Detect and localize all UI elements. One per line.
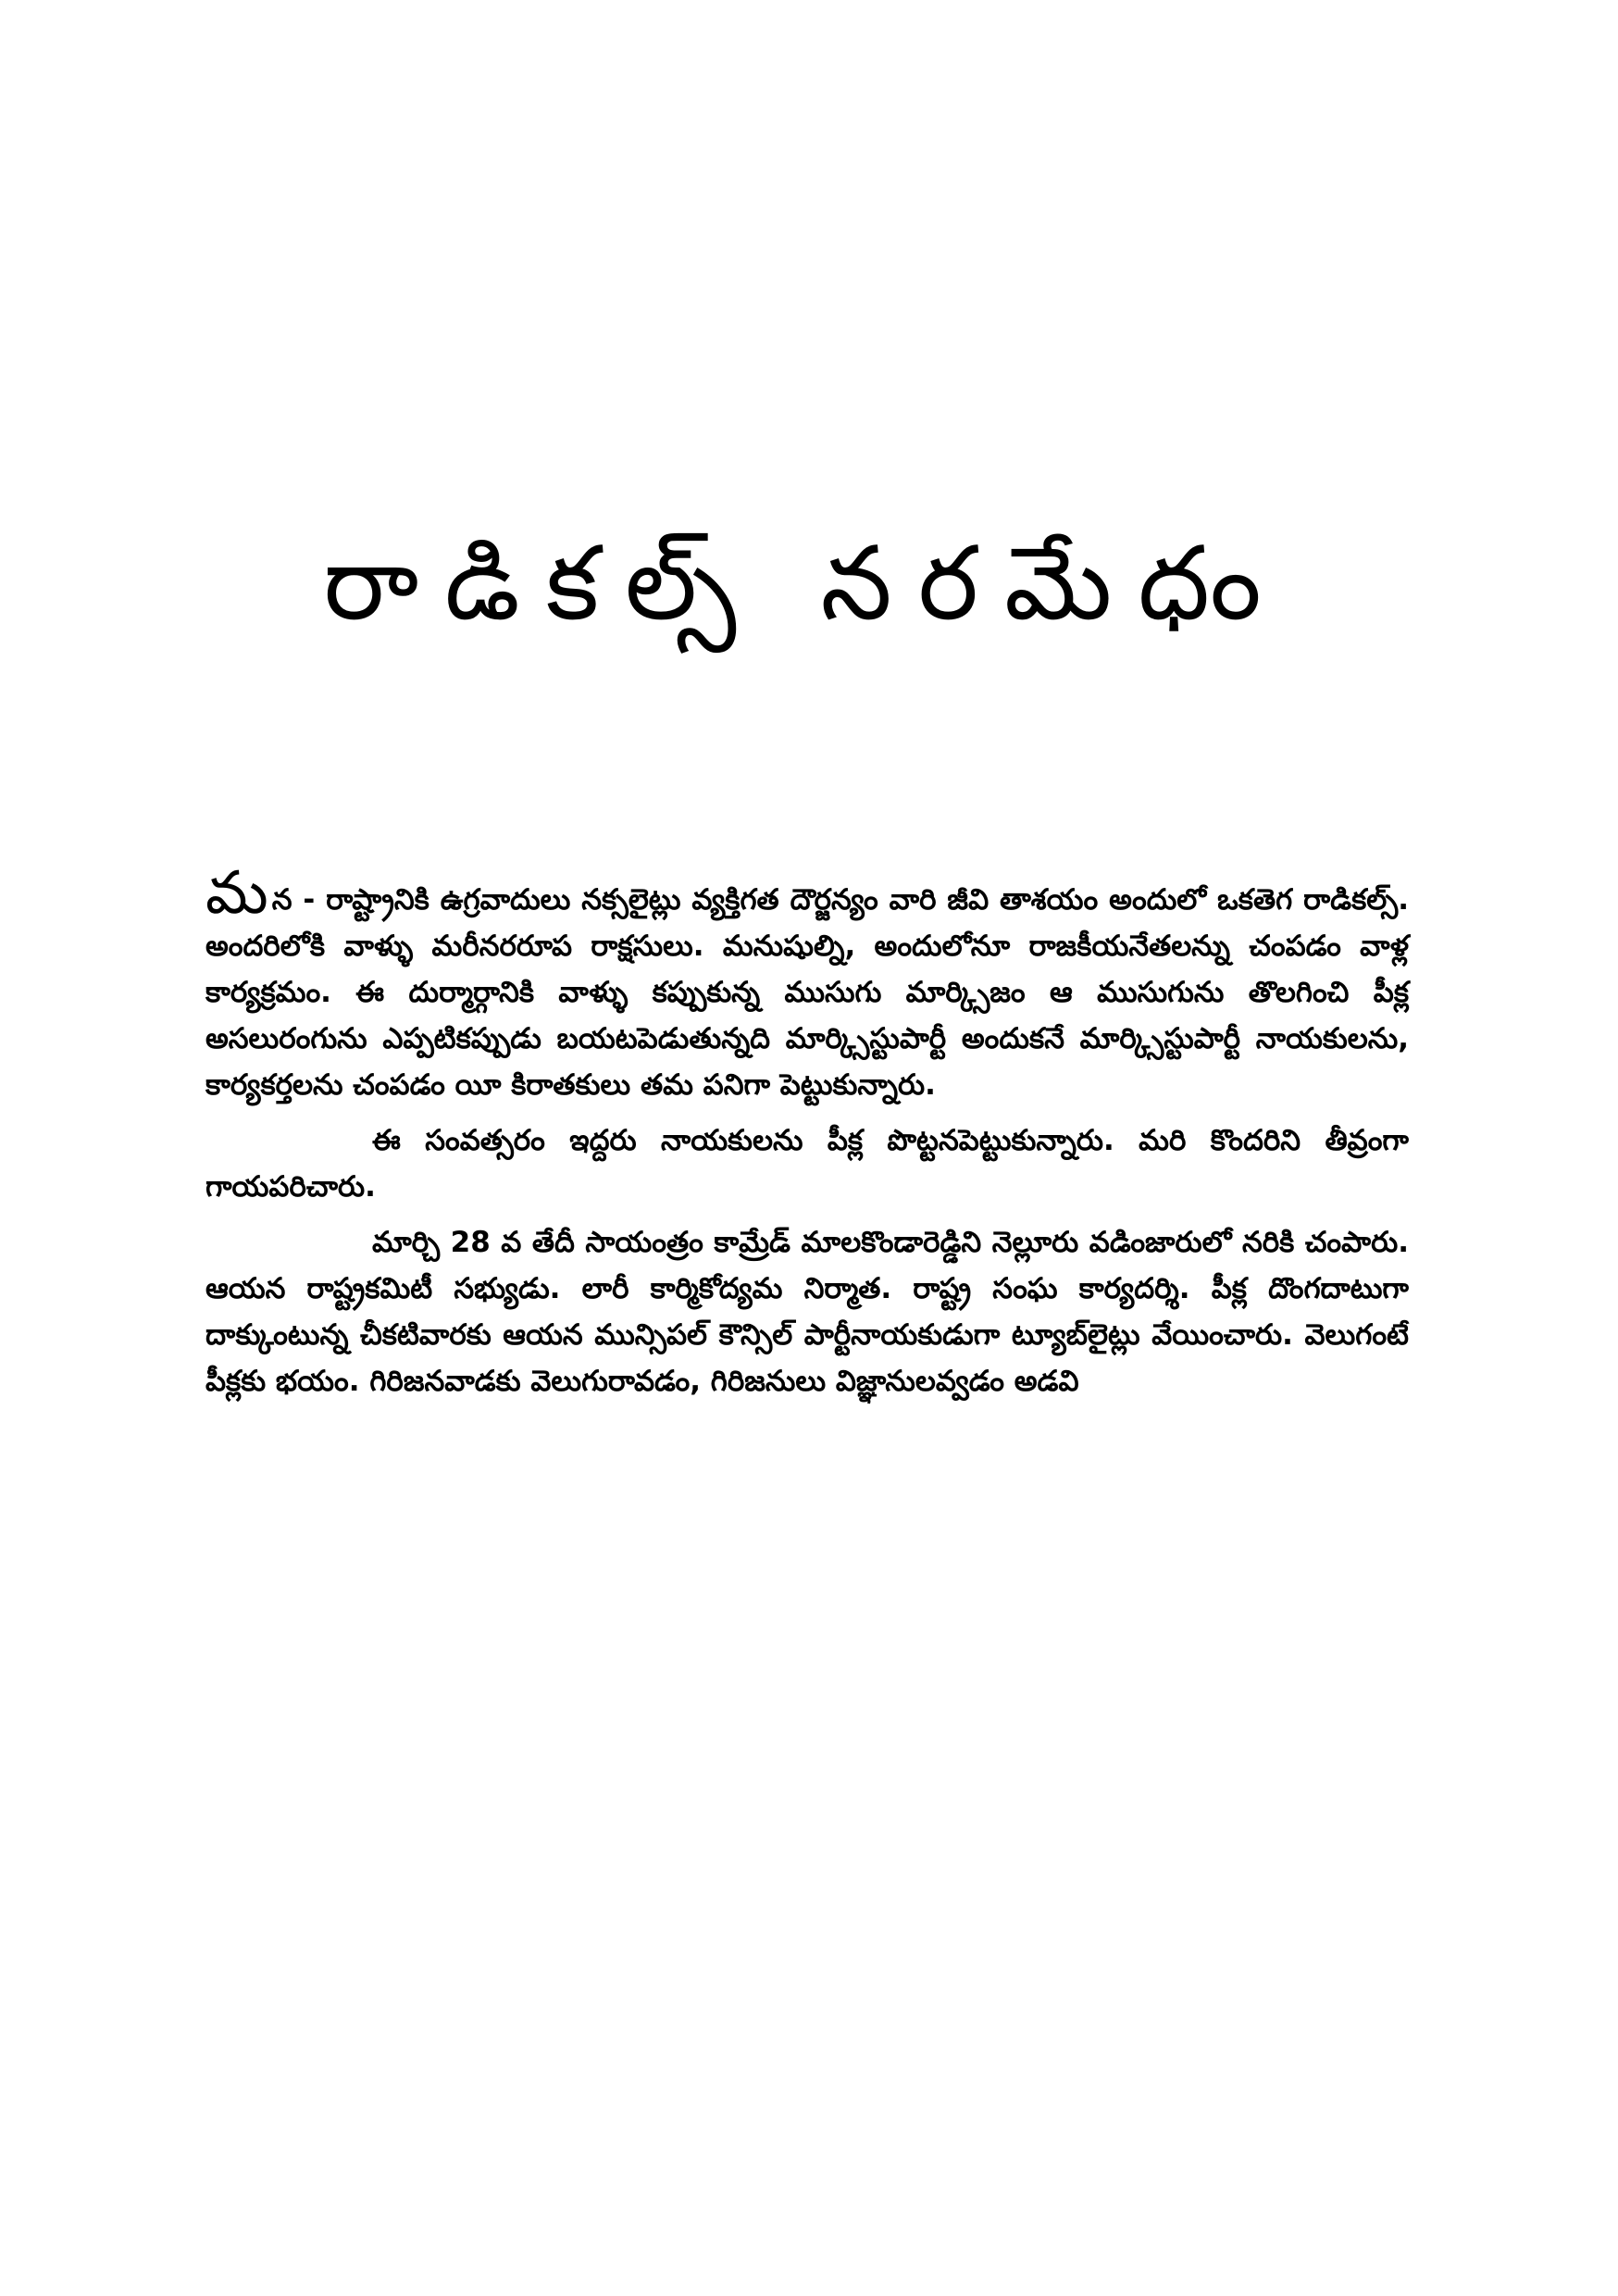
paragraph-2: ఈ సంవత్సరం ఇద్దరు నాయకులను పీక్ల పొట్టనపెట్టుకున్నారు. మరి కొందరిని తీవ్రంగా గాయపరిచారు. xyxy=(205,1124,1409,1204)
article-body xyxy=(205,859,1409,1410)
page-title: రాడికల్స్ నరమేధం xyxy=(323,524,1288,643)
paragraph-1 xyxy=(205,859,1409,1108)
drop-cap: మ xyxy=(205,859,268,928)
paragraph-3: మార్చి 28 వ తేదీ సాయంత్రం కామ్రేడ్ మాలకొండారెడ్డిని నెల్లూరు వడింజారులో నరికి చంపారు. ఆయన రాష్ట్రకమిటీ సభ్యుడు. లారీ కార్మికోద్యమ నిర్మాత. రాష్ట్ర సంఘ కార్యదర్శి. పీక్ల దొంగదాటుగా దాక్కుంటున్న చీకటివారకు ఆయన మున్సిపల్ కౌన్సిల్ పార్టీనాయకుడుగా ట్యూబ్‌లైట్లు వేయించారు. వెలుగంటే పీక్లకు భయం. గిరిజనవాడకు వెలుగురావడం, గిరిజనులు విజ్ఞానులవ్వడం అడవి xyxy=(205,1226,1409,1398)
paragraph-1-text: న - రాష్ట్రానికి ఉగ్రవాదులు నక్సలైట్లు వ్యక్తిగత దౌర్జన్యం వారి జీవి తాశయం అందులో ఒకతెగ రాడికల్స్. అందరిలోకి వాళ్ళు మరీనరరూప రాక్షసులు. మనుషుల్ని, అందులోనూ రాజకీయనేతలన్ను చంపడం వాళ్ల కార్యక్రమం. ఈ దుర్మార్గానికి వాళ్ళు కప్పుకున్న ముసుగు మార్క్సిజం ఆ ముసుగును తొలగించి పీక్ల అసలురంగును ఎప్పటికప్పుడు బయటపెడుతున్నది మార్క్సిస్టుపార్టీ అందుకనే మార్క్సిస్టుపార్టీ నాయకులను, కార్యకర్తలను చంపడం యీ కిరాతకులు తమ పనిగా పెట్టుకున్నారు. xyxy=(205,883,1409,1102)
